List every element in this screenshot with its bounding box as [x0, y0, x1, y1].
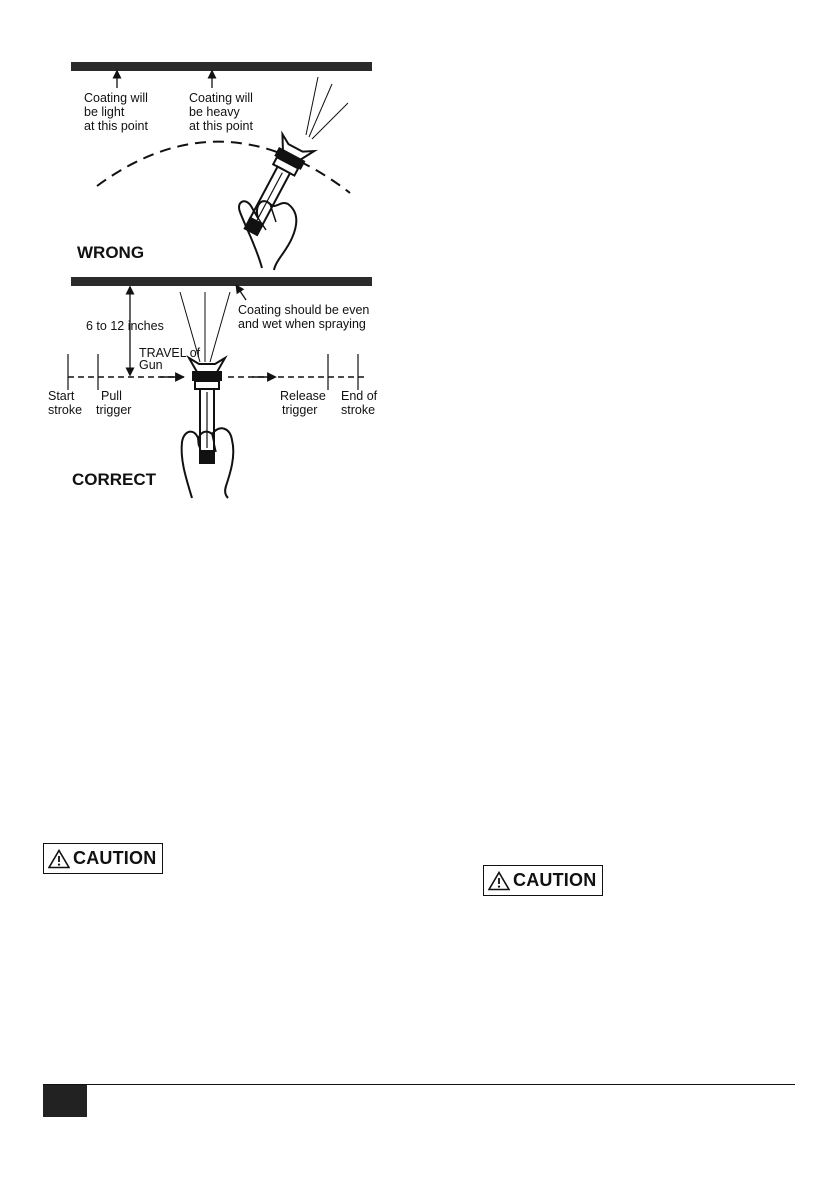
even-coating-arrow: [238, 288, 246, 300]
heavy-coating-note: Coating will be heavy at this point: [189, 91, 253, 133]
page-number-tab: [43, 1085, 87, 1117]
caution-label-right: [483, 865, 603, 896]
distance-label: 6 to 12 inches: [86, 319, 164, 333]
warning-triangle-icon: [488, 871, 510, 891]
caution-text-right: CAUTION: [513, 870, 597, 890]
light-coating-note: Coating will be light at this point: [84, 91, 148, 133]
even-coating-note: Coating should be even and wet when spraying: [238, 303, 370, 331]
pull-trigger-label: Pull trigger: [96, 389, 132, 417]
footer-rule: [43, 1084, 795, 1085]
travel-label: TRAVEL of Gun: [139, 346, 201, 372]
correct-surface-panel: [71, 277, 372, 286]
caution-label-left: [43, 843, 163, 874]
wrong-spray-fan: [306, 77, 348, 139]
wrong-heading: WRONG: [77, 243, 145, 262]
wrong-surface-panel: [71, 62, 372, 71]
release-trigger-label: Release trigger: [280, 389, 326, 417]
start-stroke-label: Start stroke: [48, 389, 83, 417]
correct-spray-gun-icon: [189, 358, 225, 464]
warning-triangle-icon: [48, 849, 70, 869]
end-stroke-label: End of stroke: [341, 389, 378, 417]
caution-text-left: CAUTION: [73, 848, 157, 868]
correct-heading: CORRECT: [72, 470, 157, 489]
arc-travel-path: [97, 142, 350, 193]
